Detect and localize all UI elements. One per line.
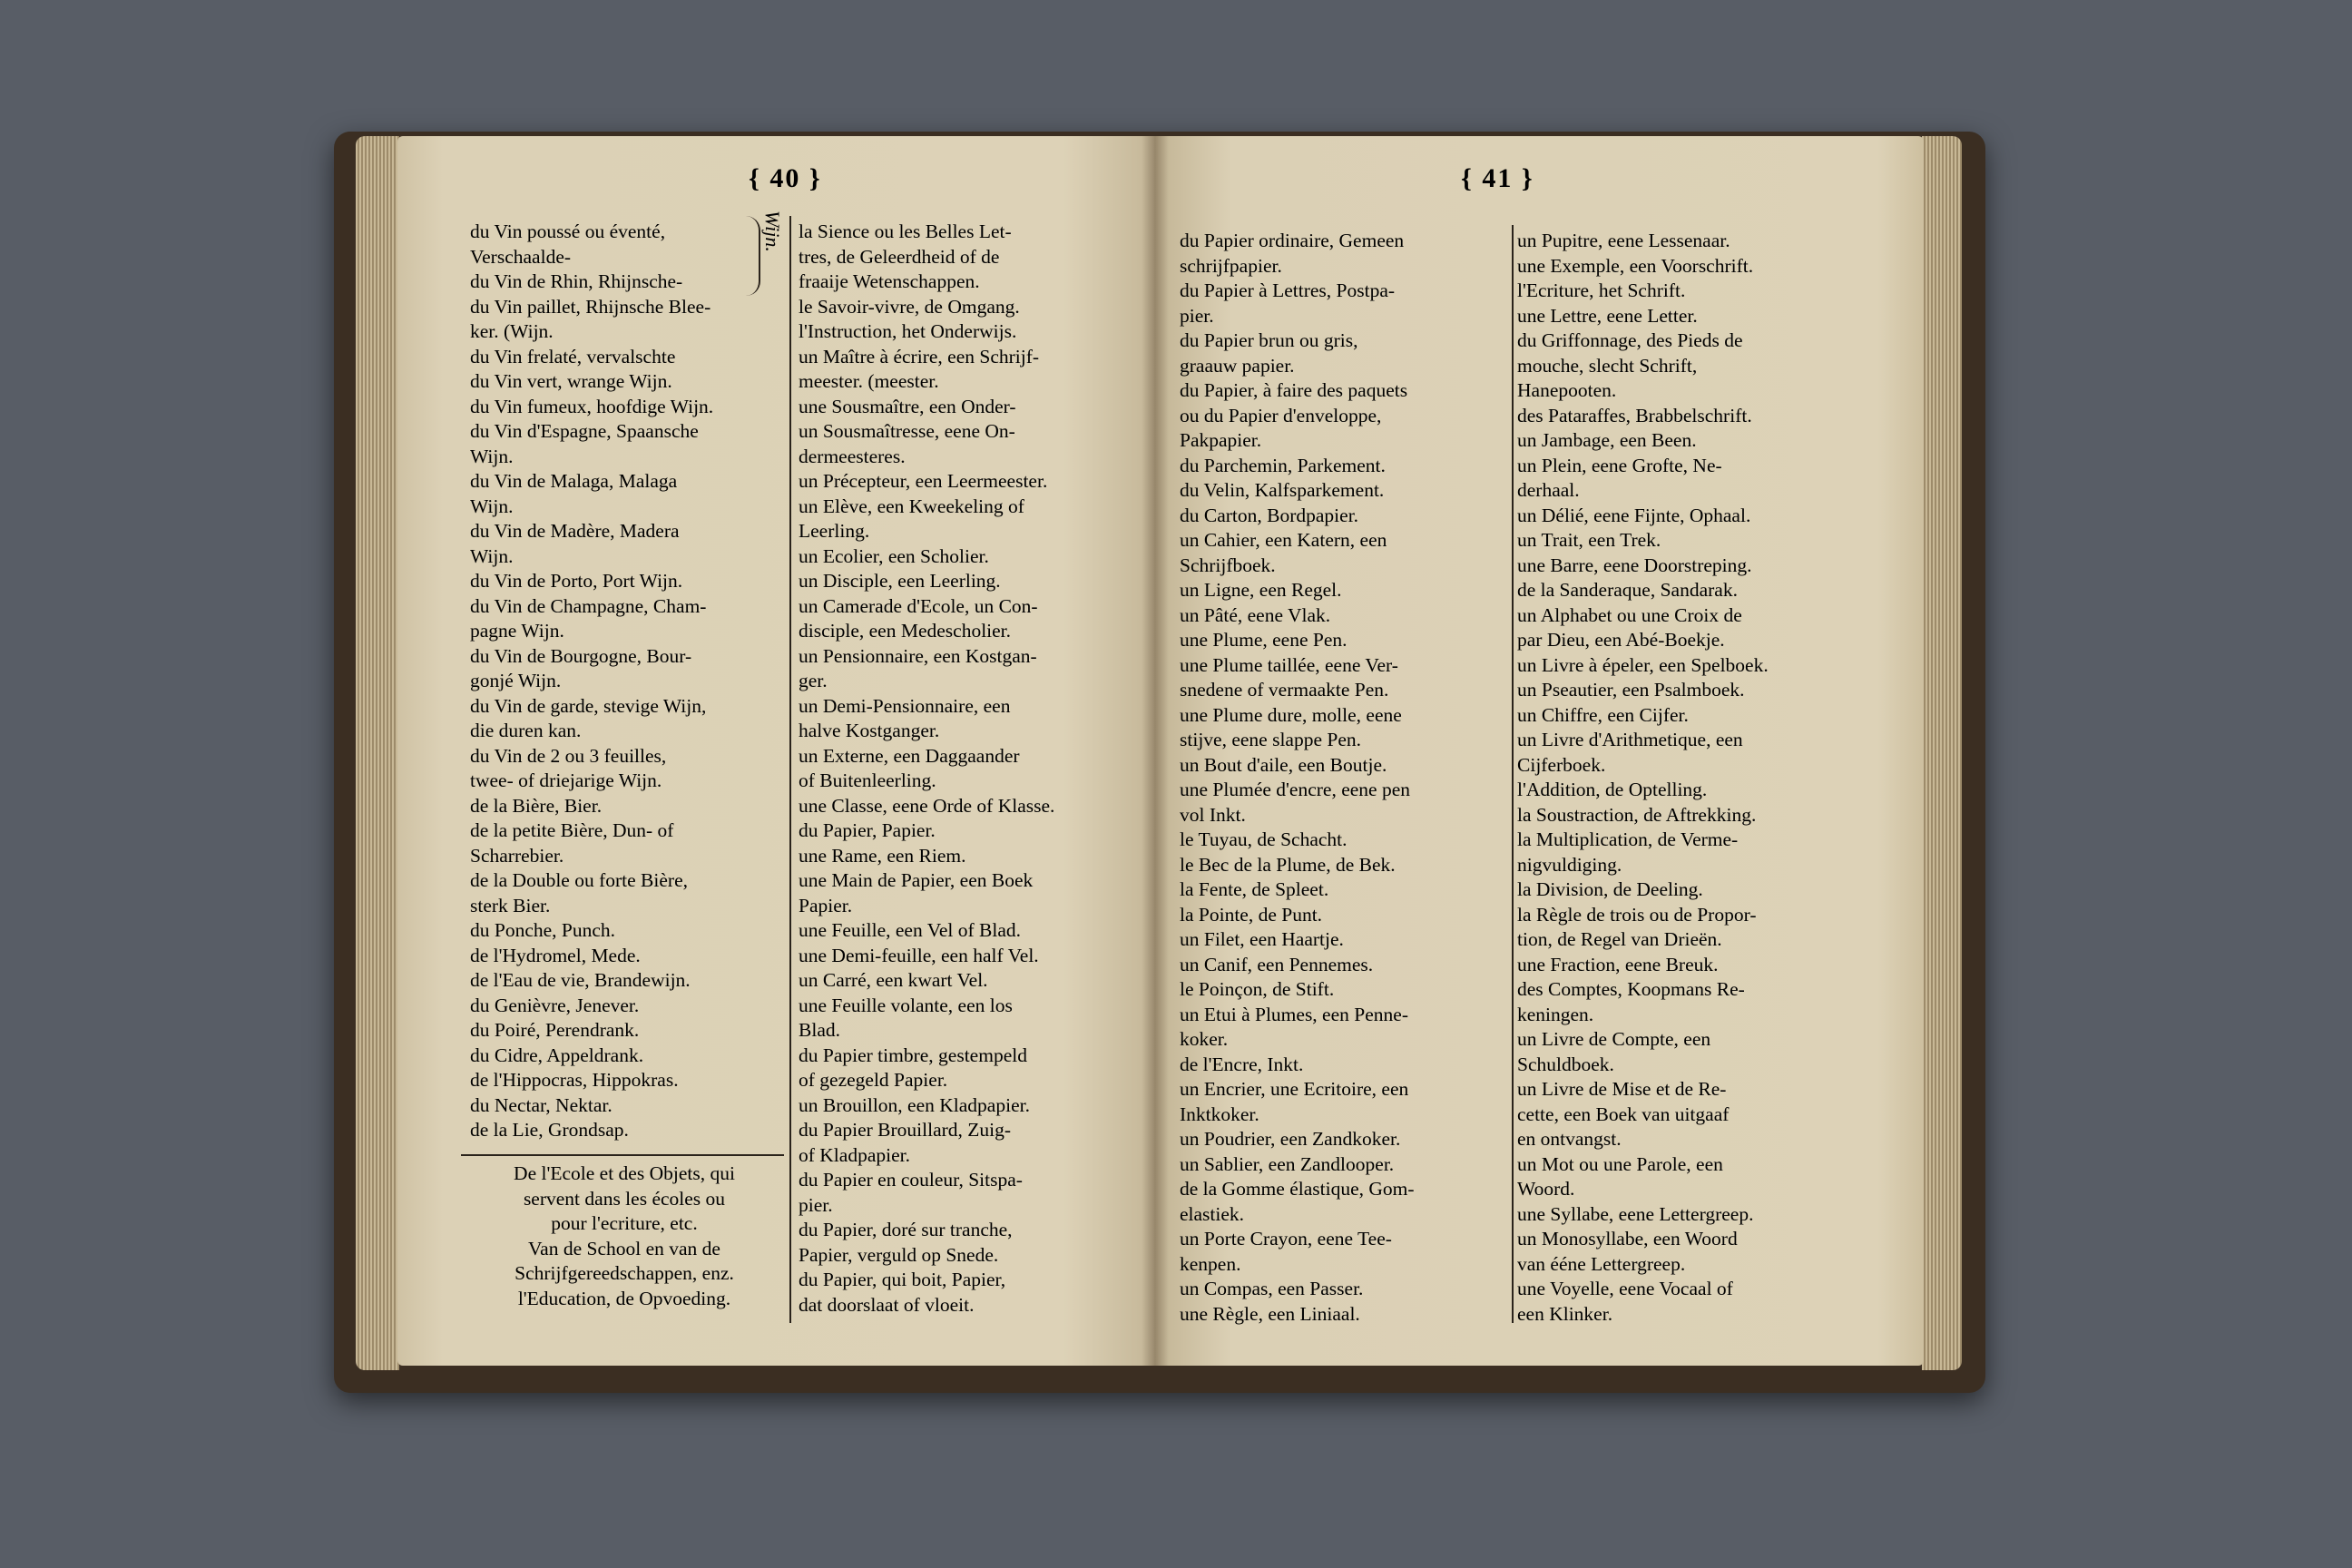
- book-gutter: [1142, 136, 1169, 1366]
- text-line: de l'Hydromel, Mede.: [470, 944, 641, 966]
- text-line: du Papier timbre, gestempeld: [799, 1044, 1027, 1066]
- text-line: Wijn.: [470, 445, 514, 467]
- wine-brace: [746, 216, 760, 296]
- column-left-b: [799, 220, 1134, 1318]
- text-line: du Vin de Madère, Madera: [470, 520, 680, 542]
- text-line: vol Inkt.: [1180, 803, 1246, 826]
- text-line: of Buitenleerling.: [799, 769, 936, 791]
- text-line: une Plume dure, molle, eene: [1180, 703, 1402, 726]
- text-line: un Etui à Plumes, een Penne-: [1180, 1003, 1408, 1025]
- text-line: des Comptes, Koopmans Re-: [1517, 978, 1745, 1000]
- text-line: une Exemple, een Voorschrift.: [1517, 254, 1754, 277]
- text-line: le Poinçon, de Stift.: [1180, 978, 1335, 1000]
- text-line: du Papier, qui boit, Papier,: [799, 1269, 1006, 1290]
- text-line: graauw papier.: [1180, 354, 1295, 377]
- text-line: een Klinker.: [1517, 1302, 1613, 1325]
- text-line: stijve, eene slappe Pen.: [1180, 729, 1362, 750]
- text-line: du Vin de Porto, Port Wijn.: [470, 570, 683, 592]
- text-line: un Sousmaîtresse, eene On-: [799, 420, 1015, 442]
- text-line: pagne Wijn.: [470, 620, 564, 642]
- text-line: servent dans les écoles ou: [523, 1187, 726, 1210]
- text-line: un Elève, een Kweekeling of: [799, 495, 1024, 517]
- text-line: Scharrebier.: [470, 844, 564, 867]
- text-line: gonjé Wijn.: [470, 670, 562, 691]
- text-line: une Main de Papier, een Boek: [799, 869, 1034, 891]
- text-line: un Alphabet ou une Croix de: [1517, 603, 1742, 626]
- side-label-wijn: Wijn.: [761, 211, 784, 252]
- text-line: un Pupitre, eene Lessenaar.: [1517, 230, 1730, 251]
- school-section-heading: [461, 1161, 788, 1311]
- text-line: un Bout d'aile, een Boutje.: [1180, 753, 1387, 776]
- text-line: Papier, verguld op Snede.: [799, 1243, 999, 1266]
- text-line: Woord.: [1517, 1178, 1575, 1200]
- text-line: du Papier Brouillard, Zuig-: [799, 1119, 1012, 1141]
- text-line: un Porte Crayon, eene Tee-: [1180, 1228, 1392, 1250]
- text-line: une Plume taillée, eene Ver-: [1180, 653, 1398, 676]
- text-line: de l'Encre, Inkt.: [1180, 1053, 1304, 1075]
- text-line: en ontvangst.: [1517, 1128, 1622, 1150]
- text-line: mouche, slecht Schrift,: [1517, 354, 1698, 377]
- text-line: la Règle de trois ou de Propor-: [1517, 903, 1757, 926]
- text-line: die duren kan.: [470, 720, 582, 741]
- text-line: du Papier ordinaire, Gemeen: [1180, 230, 1405, 251]
- text-line: ger.: [799, 670, 828, 691]
- text-line: un Externe, een Daggaander: [799, 744, 1020, 767]
- text-line: du Parchemin, Parkement.: [1180, 454, 1386, 476]
- text-line: kenpen.: [1180, 1252, 1241, 1275]
- text-line: un Compas, een Passer.: [1180, 1278, 1364, 1299]
- text-line: une Barre, eene Doorstreping.: [1517, 554, 1752, 576]
- page-number-right: { 41 }: [1461, 163, 1534, 193]
- text-line: la Division, de Deeling.: [1517, 878, 1703, 900]
- text-line: Papier.: [799, 894, 853, 916]
- text-line: tion, de Regel van Drieën.: [1517, 928, 1722, 950]
- text-line: Van de School en van de: [528, 1237, 720, 1259]
- text-line: l'Addition, de Optelling.: [1517, 779, 1708, 800]
- text-line: ker. (Wijn.: [470, 320, 554, 342]
- text-line: du Vin de Champagne, Cham-: [470, 594, 707, 617]
- text-line: Blad.: [799, 1019, 840, 1041]
- text-line: of gezegeld Papier.: [799, 1069, 948, 1091]
- text-line: une Rame, een Riem.: [799, 844, 966, 867]
- text-line: le Tuyau, de Schacht.: [1180, 828, 1348, 850]
- text-line: un Poudrier, een Zandkoker.: [1180, 1128, 1401, 1150]
- text-line: de l'Hippocras, Hippokras.: [470, 1069, 679, 1091]
- text-line: de la Lie, Grondsap.: [470, 1119, 629, 1141]
- text-line: Schuldboek.: [1517, 1053, 1614, 1075]
- text-line: l'Ecriture, het Schrift.: [1517, 279, 1686, 301]
- text-line: du Vin de Malaga, Malaga: [470, 470, 678, 492]
- text-line: de la petite Bière, Dun- of: [470, 819, 674, 841]
- text-line: la Fente, de Spleet.: [1180, 878, 1329, 900]
- text-line: un Camerade d'Ecole, un Con-: [799, 594, 1038, 617]
- text-line: de la Bière, Bier.: [470, 794, 603, 817]
- text-line: du Papier en couleur, Sitspa-: [799, 1169, 1023, 1191]
- text-line: un Canif, een Pennemes.: [1180, 953, 1374, 975]
- text-line: du Vin de Bourgogne, Bour-: [470, 644, 692, 667]
- text-line: du Vin fumeux, hoofdige Wijn.: [470, 395, 714, 417]
- text-line: des Pataraffes, Brabbelschrift.: [1517, 404, 1752, 426]
- text-line: un Pâté, eene Vlak.: [1180, 603, 1331, 626]
- text-line: du Papier brun ou gris,: [1180, 329, 1358, 351]
- text-line: ou du Papier d'enveloppe,: [1180, 404, 1382, 426]
- text-line: une Fraction, eene Breuk.: [1517, 953, 1719, 975]
- text-line: un Disciple, een Leerling.: [799, 570, 1001, 592]
- text-line: la Multiplication, de Verme-: [1517, 828, 1739, 850]
- text-line: derhaal.: [1517, 479, 1580, 501]
- text-line: tres, de Geleerdheid of de: [799, 245, 1000, 268]
- text-line: un Sablier, een Zandlooper.: [1180, 1152, 1395, 1175]
- text-line: du Cidre, Appeldrank.: [470, 1044, 644, 1066]
- text-line: pier.: [799, 1193, 833, 1216]
- text-line: la Sience ou les Belles Let-: [799, 220, 1012, 242]
- text-line: of Kladpapier.: [799, 1143, 910, 1166]
- text-line: une Règle, een Liniaal.: [1180, 1302, 1360, 1325]
- text-line: fraaije Wetenschappen.: [799, 270, 980, 292]
- text-line: un Brouillon, een Kladpapier.: [799, 1093, 1030, 1116]
- section-rule: [461, 1154, 784, 1156]
- text-line: un Ligne, een Regel.: [1180, 579, 1342, 601]
- text-line: Cijferboek.: [1517, 753, 1606, 776]
- text-line: meester. (meester.: [799, 370, 939, 392]
- text-line: du Papier, Papier.: [799, 819, 936, 841]
- text-line: elastiek.: [1180, 1202, 1245, 1225]
- text-line: une Sousmaître, een Onder-: [799, 395, 1016, 417]
- text-line: une Plumée d'encre, eene pen: [1180, 779, 1410, 800]
- text-line: du Vin d'Espagne, Spaansche: [470, 420, 699, 442]
- text-line: Wijn.: [470, 544, 514, 567]
- text-line: un Filet, een Haartje.: [1180, 928, 1344, 950]
- text-line: du Vin paillet, Rhijnsche Blee-: [470, 295, 711, 318]
- page-edges-right: [1922, 136, 1962, 1370]
- text-line: Hanepooten.: [1517, 379, 1617, 401]
- text-line: Schrijfboek.: [1180, 554, 1276, 576]
- text-line: de l'Eau de vie, Brandewijn.: [470, 969, 691, 991]
- text-line: du Papier, doré sur tranche,: [799, 1219, 1013, 1240]
- text-line: dermeesteres.: [799, 445, 906, 467]
- text-line: la Pointe, de Punt.: [1180, 903, 1323, 926]
- page-edges-left: [356, 136, 399, 1370]
- text-line: un Pensionnaire, een Kostgan-: [799, 644, 1037, 667]
- text-line: de la Sanderaque, Sandarak.: [1517, 579, 1738, 601]
- text-line: le Savoir-vivre, de Omgang.: [799, 295, 1020, 318]
- text-line: du Papier, à faire des paquets: [1180, 379, 1408, 401]
- text-line: un Livre à épeler, een Spelboek.: [1517, 653, 1769, 676]
- text-line: une Demi-feuille, een half Vel.: [799, 944, 1039, 966]
- text-line: Schrijfgereedschappen, enz.: [514, 1262, 734, 1284]
- text-line: du Vin de Rhin, Rhijnsche-: [470, 270, 683, 292]
- text-line: Wijn.: [470, 495, 514, 517]
- text-line: du Velin, Kalfsparkement.: [1180, 479, 1385, 501]
- text-line: twee- of driejarige Wijn.: [470, 769, 662, 791]
- text-line: du Poiré, Perendrank.: [470, 1019, 640, 1041]
- text-line: sterk Bier.: [470, 894, 551, 916]
- text-line: du Griffonnage, des Pieds de: [1517, 329, 1743, 351]
- text-line: une Voyelle, eene Vocaal of: [1517, 1278, 1733, 1299]
- text-line: de la Gomme élastique, Gom-: [1180, 1178, 1415, 1200]
- text-line: van ééne Lettergreep.: [1517, 1252, 1686, 1275]
- text-line: Pakpapier.: [1180, 429, 1262, 451]
- page-number-left: { 40 }: [749, 163, 822, 193]
- column-right-b: [1517, 229, 1855, 1327]
- text-line: un Délié, eene Fijnte, Ophaal.: [1517, 504, 1751, 526]
- text-line: une Feuille volante, een los: [799, 994, 1013, 1016]
- column-right-a: [1180, 229, 1508, 1327]
- text-line: du Vin vert, wrange Wijn.: [470, 370, 672, 392]
- text-line: keningen.: [1517, 1003, 1594, 1025]
- text-line: un Maître à écrire, een Schrijf-: [799, 345, 1040, 368]
- text-line: Leerling.: [799, 520, 870, 542]
- text-line: un Précepteur, een Leermeester.: [799, 470, 1048, 492]
- text-line: un Monosyllabe, een Woord: [1517, 1228, 1738, 1250]
- text-line: schrijfpapier.: [1180, 254, 1282, 277]
- text-line: un Chiffre, een Cijfer.: [1517, 703, 1689, 726]
- text-line: un Ecolier, een Scholier.: [799, 544, 989, 567]
- text-line: du Ponche, Punch.: [470, 919, 616, 941]
- text-line: un Livre de Mise et de Re-: [1517, 1078, 1727, 1100]
- text-line: du Vin poussé ou éventé,: [470, 220, 666, 242]
- text-line: du Vin de garde, stevige Wijn,: [470, 694, 707, 717]
- text-line: du Papier à Lettres, Postpa-: [1180, 279, 1396, 301]
- text-line: disciple, een Medescholier.: [799, 620, 1012, 642]
- text-line: l'Education, de Opvoeding.: [517, 1287, 731, 1309]
- text-line: nigvuldiging.: [1517, 853, 1622, 876]
- text-line: un Trait, een Trek.: [1517, 529, 1661, 551]
- text-line: du Vin frelaté, vervalschte: [470, 345, 676, 368]
- text-line: l'Instruction, het Onderwijs.: [799, 320, 1017, 342]
- column-rule-right: [1512, 225, 1514, 1323]
- text-line: un Cahier, een Katern, een: [1180, 529, 1387, 551]
- text-line: un Livre d'Arithmetique, een: [1517, 729, 1743, 750]
- text-line: un Jambage, een Been.: [1517, 429, 1697, 451]
- text-line: un Mot ou une Parole, een: [1517, 1152, 1723, 1175]
- text-line: une Syllabe, eene Lettergreep.: [1517, 1202, 1754, 1225]
- text-line: un Demi-Pensionnaire, een: [799, 694, 1011, 717]
- text-line: cette, een Boek van uitgaaf: [1517, 1102, 1730, 1125]
- text-line: Inktkoker.: [1180, 1102, 1259, 1125]
- text-line: Verschaalde-: [470, 245, 572, 268]
- text-line: De l'Ecole et des Objets, qui: [514, 1162, 735, 1184]
- text-line: une Feuille, een Vel of Blad.: [799, 919, 1022, 941]
- text-line: du Nectar, Nektar.: [470, 1093, 612, 1116]
- text-line: dat doorslaat of vloeit.: [799, 1293, 975, 1316]
- text-line: une Classe, eene Orde of Klasse.: [799, 794, 1055, 817]
- text-line: koker.: [1180, 1028, 1229, 1050]
- text-line: un Livre de Compte, een: [1517, 1028, 1711, 1050]
- text-line: du Genièvre, Jenever.: [470, 994, 640, 1016]
- text-line: une Lettre, eene Letter.: [1517, 304, 1698, 327]
- text-line: snedene of vermaakte Pen.: [1180, 679, 1389, 701]
- text-line: un Encrier, une Ecritoire, een: [1180, 1078, 1409, 1100]
- text-line: de la Double ou forte Bière,: [470, 869, 688, 891]
- text-line: pier.: [1180, 304, 1214, 327]
- text-line: pour l'ecriture, etc.: [551, 1212, 698, 1234]
- text-line: une Plume, eene Pen.: [1180, 629, 1348, 651]
- column-rule-left: [789, 216, 791, 1323]
- text-line: un Carré, een kwart Vel.: [799, 969, 988, 991]
- text-line: halve Kostganger.: [799, 720, 940, 741]
- text-line: du Carton, Bordpapier.: [1180, 504, 1359, 526]
- text-line: un Plein, eene Grofte, Ne-: [1517, 454, 1722, 476]
- text-line: du Vin de 2 ou 3 feuilles,: [470, 744, 667, 767]
- text-line: un Pseautier, een Psalmboek.: [1517, 679, 1745, 701]
- column-left-a: [470, 220, 793, 1143]
- text-line: par Dieu, een Abé-Boekje.: [1517, 629, 1725, 651]
- text-line: la Soustraction, de Aftrekking.: [1517, 803, 1757, 826]
- text-line: le Bec de la Plume, de Bek.: [1180, 853, 1396, 876]
